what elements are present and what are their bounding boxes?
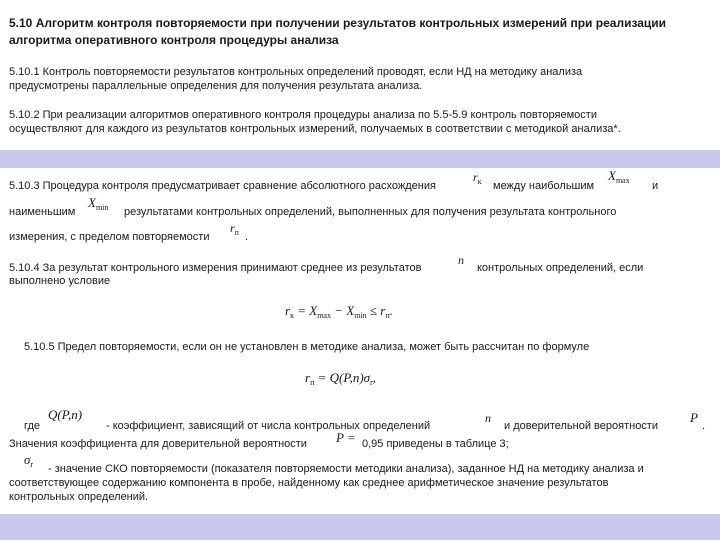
x-max-symbol: $X_{max}$ xyxy=(608,168,630,185)
p-coeff-part4: . xyxy=(702,420,706,432)
x-min-symbol: $X_{min}$ xyxy=(88,195,109,212)
p-5-10-2-line2: осуществляют для каждого из результатов контрольных измерений, получаемых в соответствии с методикой анализа*. xyxy=(9,123,621,135)
sigma-r-symbol: $\sigma_r$ xyxy=(24,452,34,469)
p-coeff-part3: и доверительной вероятности xyxy=(504,420,658,432)
p-sigma-line1: - значение СКО повторяемости (показателя повторяемости методики анализа), заданное НД на методику анализа и xyxy=(48,463,644,475)
p-5-10-1-line2: предусмотрены параллельные определения для получения результата анализа. xyxy=(9,80,423,92)
n-symbol-2: n xyxy=(485,411,491,425)
p-sigma-line2: соответствующее содержанию компонента в пробе, найденному как среднее арифметическое значение результатов xyxy=(9,477,609,489)
p-coeff-part6: 0,95 приведены в таблице 3; xyxy=(362,438,509,450)
p-5-10-3-part7: . xyxy=(245,231,249,243)
p-5-10-1-line1: 5.10.1 Контроль повторяемости результатов контрольных определений проводят, если НД на методику анализа xyxy=(9,66,583,78)
band-top xyxy=(0,150,720,168)
p-sigma-line3: контрольных определений. xyxy=(9,491,149,503)
formula-repeatability-check: $r_к = X_{max} - X_{min} \le r_п$. xyxy=(285,303,393,320)
p-5-10-4-part1: 5.10.4 За результат контрольного измерения принимают среднее из результатов xyxy=(9,262,422,274)
p-5-10-2-line1: 5.10.2 При реализации алгоритмов оперативного контроля процедуры анализа по 5.5-5.9 контроль повторяемости xyxy=(9,109,597,121)
p-symbol: P xyxy=(690,410,698,425)
p-5-10-3-part6: измерения, с пределом повторяемости xyxy=(9,231,210,243)
section-title-line1: 5.10 Алгоритм контроля повторяемости при получении результатов контрольных измерений при реализации xyxy=(9,16,667,30)
r-k-symbol: $r_к$ xyxy=(473,170,482,186)
formula-repeatability-limit: $r_п = Q(P,n)\sigma_r$, xyxy=(305,370,377,387)
p-eq-symbol: P = xyxy=(336,430,356,445)
band-bottom xyxy=(0,514,720,540)
p-coeff-part2: - коэффициент, зависящий от числа контрольных определений xyxy=(106,420,431,432)
p-coeff-part5: Значения коэффициента для доверительной вероятности xyxy=(9,438,307,450)
p-5-10-4-line2: выполнено условие xyxy=(9,275,111,287)
n-symbol: n xyxy=(458,253,464,267)
q-p-n-symbol: Q(P,n) xyxy=(48,407,83,422)
section-title-line2: алгоритма оперативного контроля процедуры анализа xyxy=(9,33,339,47)
p-5-10-3-part1: 5.10.3 Процедура контроля предусматривает сравнение абсолютного расхождения xyxy=(9,180,436,192)
p-5-10-5-line1: 5.10.5 Предел повторяемости, если он не установлен в методике анализа, может быть рассчитан по формуле xyxy=(24,341,590,353)
p-5-10-3-part3: и xyxy=(652,180,659,192)
p-coeff-part1: где xyxy=(24,420,41,432)
p-5-10-4-part2: контрольных определений, если xyxy=(477,262,644,274)
p-5-10-3-part4: наименьшим xyxy=(9,206,76,218)
r-n-symbol: $r_п$ xyxy=(230,221,239,237)
p-5-10-3-part5: результатами контрольных определений, выполненных для получения результата контрольного xyxy=(124,206,617,218)
p-5-10-3-part2: между наибольшим xyxy=(493,180,595,192)
